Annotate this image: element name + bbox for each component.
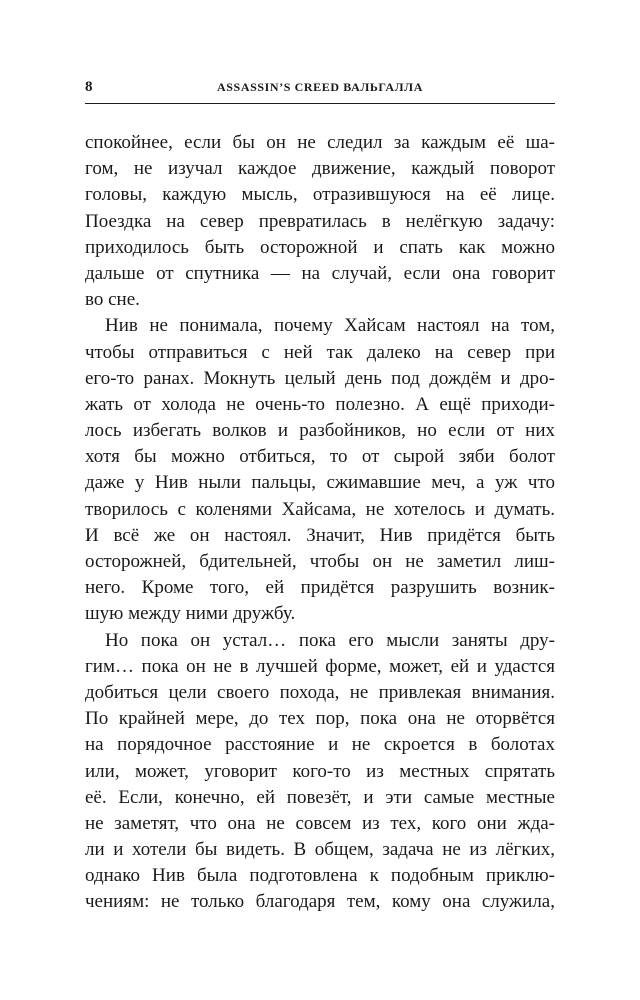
paragraph: [85, 628, 555, 916]
text-line: творилось с коленями Хайсама, не хотелось и думать.: [85, 498, 555, 520]
text-line: чтобы отправиться с ней так далеко на север при: [85, 341, 555, 363]
running-head: [85, 76, 555, 98]
text-line: гим… пока он не в лучшей форме, может, ей и удастся: [85, 655, 555, 677]
text-line: шую между ними дружбу.: [85, 603, 296, 625]
text-line: приходилось быть осторожной и спать как можно: [85, 236, 555, 258]
text-line: него. Кроме того, ей придётся разрушить возник-: [85, 577, 555, 599]
text-line: Поездка на север превратилась в нелёгкую задачу:: [85, 210, 555, 232]
text-line: её. Если, конечно, ей повезёт, и эти самые местные: [85, 786, 555, 808]
text-line: однако Нив была подготовлена к подобным приклю-: [85, 865, 555, 887]
text-line: хотя бы можно отбиться, то от сырой зяби болот: [85, 446, 555, 468]
text-line: дальше от спутника — на случай, если она говорит: [85, 262, 555, 284]
text-line: во сне.: [85, 289, 140, 311]
paragraph: [85, 313, 555, 627]
header-rule: [85, 103, 555, 104]
text-line: добиться цели своего похода, не привлекая внимания.: [85, 681, 555, 703]
text-line: не заметят, что она не совсем из тех, кого они жда-: [85, 812, 555, 834]
text-line: ли и хотели бы видеть. В общем, задача не из лёгких,: [85, 839, 555, 861]
text-line: гом, не изучал каждое движение, каждый поворот: [85, 158, 555, 180]
text-line: спокойнее, если бы он не следил за каждым её ша-: [85, 132, 555, 153]
text-line: головы, каждую мысль, отразившуюся на её лице.: [85, 184, 555, 206]
body-text: [85, 130, 555, 916]
book-title: ASSASSIN’S CREED ВАЛЬГАЛЛА: [217, 80, 423, 94]
text-line: осторожней, бдительней, чтобы он не заметил лиш-: [85, 551, 555, 572]
paragraph: [85, 130, 555, 313]
text-line: чениям: не только благодаря тем, кому она служила,: [85, 891, 555, 913]
book-page: [85, 0, 555, 1000]
text-line: жать от холода не очень-то полезно. А ещё приходи-: [85, 393, 555, 415]
text-line: И всё же он настоял. Значит, Нив придётся быть: [85, 524, 555, 546]
text-line: лось избегать волков и разбойников, но если от них: [85, 420, 555, 442]
text-line: По крайней мере, до тех пор, пока она не оторвётся: [85, 708, 555, 730]
page-number: 8: [85, 79, 93, 95]
text-line: Нив не понимала, почему Хайсам настоял на том,: [105, 315, 555, 337]
text-line: Но пока он устал… пока его мысли заняты дру-: [105, 629, 555, 651]
text-line: даже у Нив ныли пальцы, сжимавшие меч, а уж что: [85, 472, 555, 494]
text-line: на порядочное расстояние и не скроется в болотах: [85, 734, 555, 756]
text-line: или, может, уговорит кого-то из местных спрятать: [85, 760, 555, 782]
text-line: его-то ранах. Мокнуть целый день под дождём и дро-: [85, 367, 555, 389]
